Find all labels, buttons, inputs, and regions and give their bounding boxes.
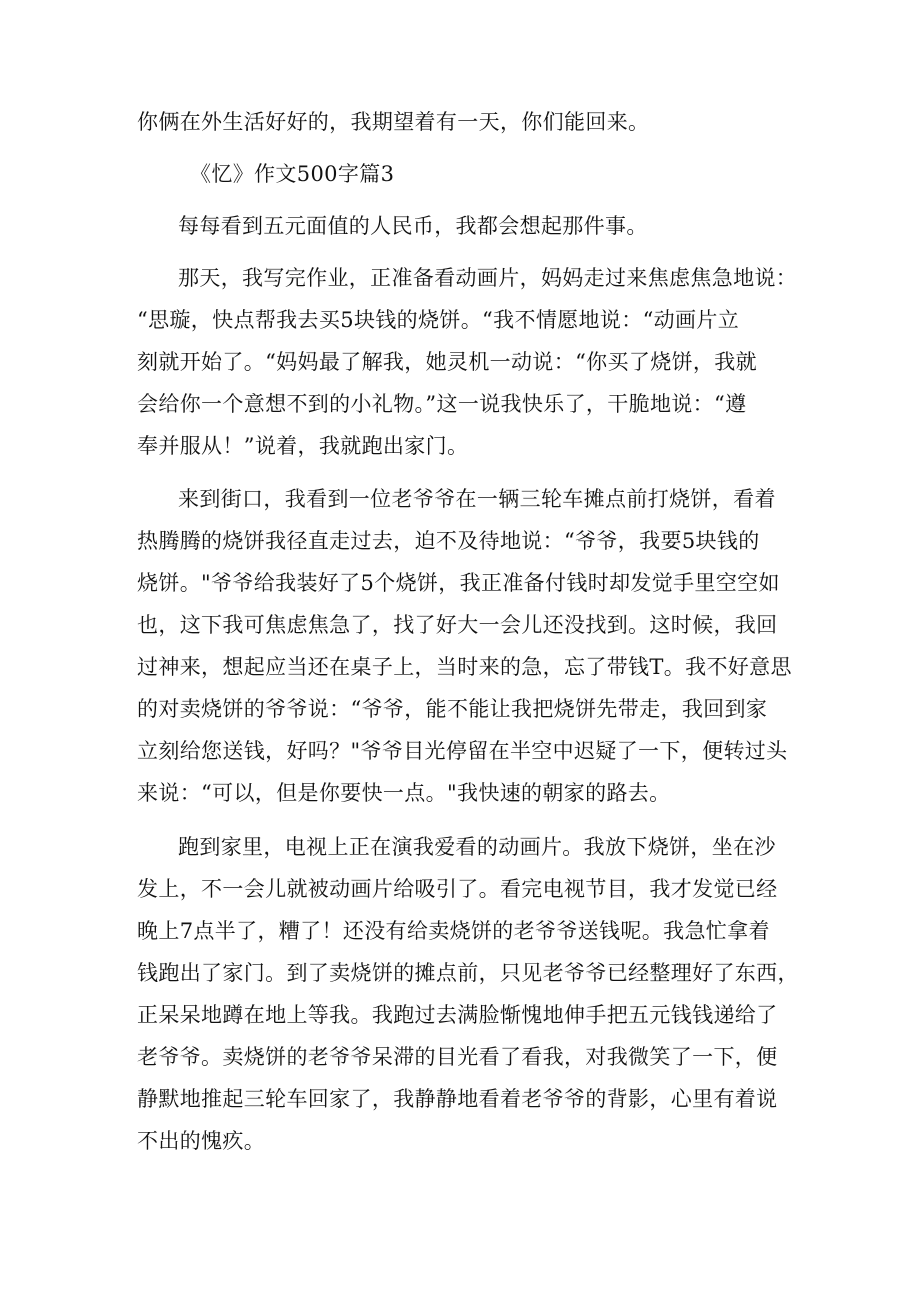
section-heading: 《忆》作文500字篇3 (190, 162, 395, 186)
text-line-19: 晚上7点半了，糟了！还没有给卖烧饼的老爷爷送钱呢。我急忙拿着 (137, 919, 770, 943)
text-line-18: 发上，不一会儿就被动画片给吸引了。看完电视节目，我才发觉已经 (137, 877, 778, 901)
text-line-8: 奉并服从！”说着，我就跑出家门。 (137, 434, 469, 458)
text-line-21: 正呆呆地蹲在地上等我。我跑过去满脸惭愧地伸手把五元钱钱递给了 (137, 1003, 778, 1027)
text-line-17: 跑到家里，电视上正在演我爱看的动画片。我放下烧饼，坐在沙 (178, 835, 776, 859)
text-line-12: 也，这下我可焦虑焦急了，找了好大一会儿还没找到。这时候，我回 (137, 613, 778, 637)
text-line-15: 立刻给您送钱，好吗？"爷爷目光停留在半空中迟疑了一下，便转过头 (137, 739, 788, 763)
text-line-20: 钱跑出了家门。到了卖烧饼的摊点前，只见老爷爷已经整理好了东西， (137, 961, 799, 985)
text-line-24: 不出的愧疚。 (137, 1129, 266, 1153)
text-line-9: 来到街口，我看到一位老爷爷在一辆三轮车摊点前打烧饼，看着 (178, 487, 776, 511)
text-line-11: 烧饼。"爷爷给我装好了5个烧饼，我正准备付钱时却发觉手里空空如 (137, 571, 780, 595)
text-line-14: 的对卖烧饼的爷爷说：“爷爷，能不能让我把烧饼先带走，我回到家 (137, 697, 768, 721)
text-line-23: 静默地推起三轮车回家了，我静静地看着老爷爷的背影，心里有着说 (137, 1087, 778, 1111)
text-line-1: 你俩在外生活好好的，我期望着有一天，你们能回来。 (137, 110, 650, 134)
text-line-22: 老爷爷。卖烧饼的老爷爷呆滞的目光看了看我，对我微笑了一下，便 (137, 1045, 778, 1069)
text-line-13: 过神来，想起应当还在桌子上，当时来的急，忘了带钱T。我不好意思 (137, 655, 792, 679)
text-line-6: 刻就开始了。“妈妈最了解我，她灵机一动说：“你买了烧饼，我就 (137, 350, 757, 374)
text-line-5: “思璇，快点帮我去买5块钱的烧饼。“我不情愿地说：“动画片立 (137, 308, 740, 332)
text-line-10: 热腾腾的烧饼我径直走过去，迫不及待地说：“爷爷，我要5块钱的 (137, 529, 760, 553)
text-line-16: 来说：“可以，但是你要快一点。"我快速的朝家的路去。 (137, 781, 671, 805)
paragraph-intro: 每每看到五元面值的人民币，我都会想起那件事。 (178, 214, 648, 238)
text-line-7: 会给你一个意想不到的小礼物。”这一说我快乐了，干脆地说：“遵 (137, 392, 747, 416)
text-line-4: 那天，我写完作业，正准备看动画片，妈妈走过来焦虑焦急地说： (178, 266, 798, 290)
